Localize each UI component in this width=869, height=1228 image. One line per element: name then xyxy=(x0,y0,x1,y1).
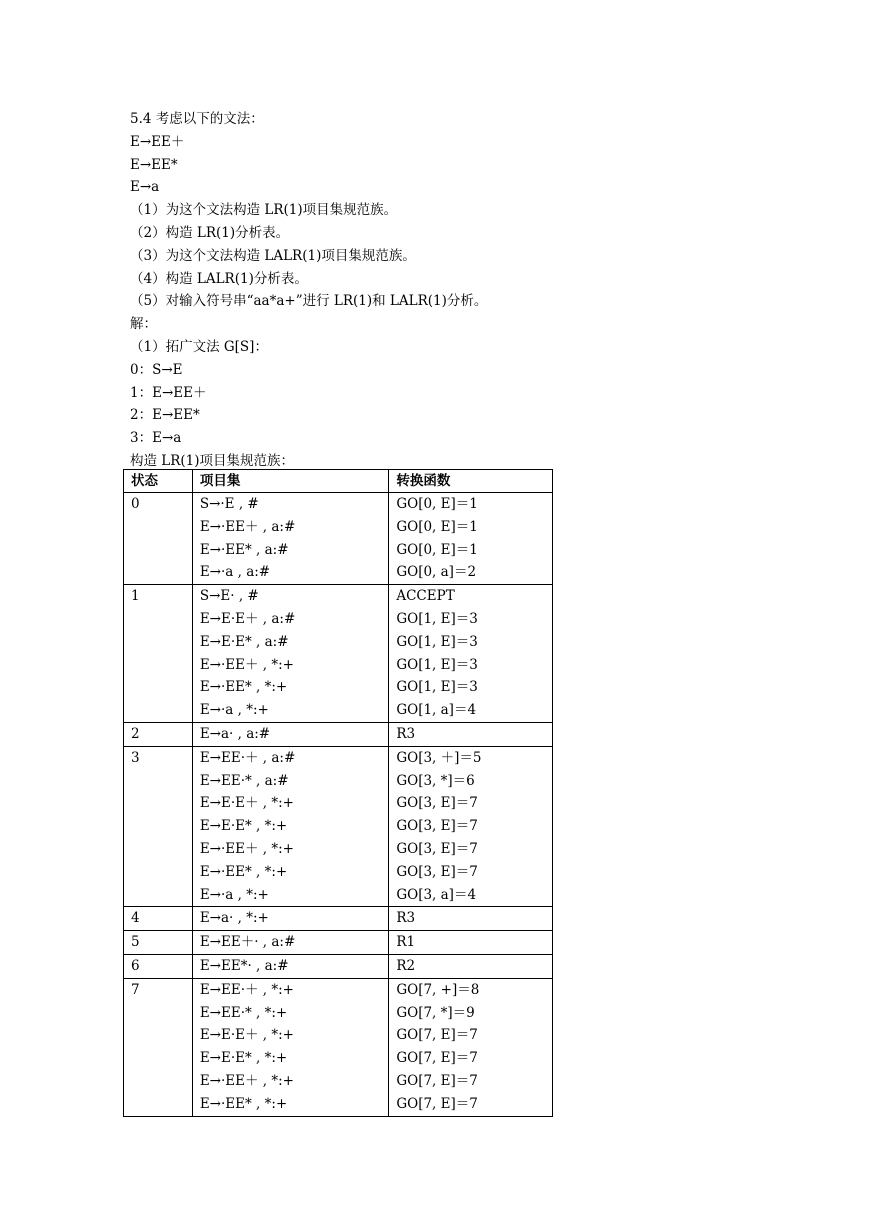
item-set-cell xyxy=(192,931,389,955)
solution-step: （1）拓广文法 G[S]： xyxy=(130,338,268,355)
lr1-item-set-table xyxy=(123,469,553,1117)
lr1-item: E→EE·* , *:+ xyxy=(199,1004,288,1021)
lr1-item: E→E·E* , *:+ xyxy=(199,1050,288,1067)
grammar-rule: E→EE＋ xyxy=(130,133,185,150)
augmented-rule: 0：S→E xyxy=(130,361,183,378)
goto-entry: GO[7, *]＝9 xyxy=(396,1004,475,1021)
goto-entry: GO[0, E]＝1 xyxy=(396,541,478,558)
augmented-rule: 3：E→a xyxy=(130,430,182,447)
table-row xyxy=(124,931,553,955)
lr1-item: E→a· , a:# xyxy=(199,725,271,742)
table-body xyxy=(124,493,553,1117)
goto-cell xyxy=(389,978,553,1116)
table-row xyxy=(124,978,553,1116)
item-set-cell xyxy=(192,722,389,746)
goto-entry: GO[7, E]＝7 xyxy=(396,1050,478,1067)
table-caption: 构造 LR(1)项目集规范族： xyxy=(130,452,295,469)
augmented-rule: 1：E→EE＋ xyxy=(130,384,207,401)
header-item-set: 项目集 xyxy=(192,470,389,493)
lr1-item: E→·EE* , *:+ xyxy=(199,1095,288,1112)
lr1-item: E→·EE＋ , *:+ xyxy=(199,840,294,857)
state-cell xyxy=(124,954,193,978)
lr1-item: S→E· , # xyxy=(199,588,259,605)
state-cell xyxy=(124,722,193,746)
state-cell xyxy=(124,585,193,723)
table-row xyxy=(124,493,553,585)
item-set-cell xyxy=(192,954,389,978)
state-number: 2 xyxy=(131,725,140,742)
state-cell xyxy=(124,931,193,955)
task-item: （3）为这个文法构造 LALR(1)项目集规范族。 xyxy=(130,247,416,264)
lr1-item: E→E·E＋ , a:# xyxy=(199,610,296,627)
goto-entry: R1 xyxy=(396,934,416,951)
goto-cell xyxy=(389,722,553,746)
item-set-cell xyxy=(192,907,389,931)
item-set-cell xyxy=(192,493,389,585)
lr1-item: E→a· , *:+ xyxy=(199,910,269,927)
goto-entry: GO[7, E]＝7 xyxy=(396,1072,478,1089)
grammar-rule: E→a xyxy=(130,179,160,196)
lr1-item: E→·a , *:+ xyxy=(199,886,269,903)
goto-entry: GO[3, ＋]＝5 xyxy=(396,749,482,766)
state-cell xyxy=(124,493,193,585)
goto-entry: GO[0, a]＝2 xyxy=(396,564,477,581)
goto-cell xyxy=(389,746,553,907)
goto-entry: GO[1, E]＝3 xyxy=(396,656,478,673)
state-number: 4 xyxy=(131,910,140,927)
lr1-item: S→·E , # xyxy=(199,496,259,512)
goto-cell xyxy=(389,907,553,931)
goto-cell xyxy=(389,931,553,955)
lr1-item: E→·EE＋ , *:+ xyxy=(199,1072,294,1089)
state-number: 0 xyxy=(131,496,140,512)
lr1-item: E→·a , a:# xyxy=(199,564,271,581)
goto-entry: R3 xyxy=(396,725,416,742)
goto-entry: GO[3, E]＝7 xyxy=(396,795,478,812)
task-item: （4）构造 LALR(1)分析表。 xyxy=(130,270,308,287)
task-item: （2）构造 LR(1)分析表。 xyxy=(130,224,290,241)
goto-entry: GO[3, E]＝7 xyxy=(396,818,478,835)
goto-entry: GO[3, *]＝6 xyxy=(396,772,475,789)
table-row xyxy=(124,954,553,978)
solution-heading: 解： xyxy=(130,316,157,333)
lr1-item: E→E·E＋ , *:+ xyxy=(199,795,294,812)
lr1-item: E→·EE* , a:# xyxy=(199,541,289,558)
lr1-item: E→EE*· , a:# xyxy=(199,957,289,974)
goto-cell xyxy=(389,954,553,978)
lr1-item: E→EE＋· , a:# xyxy=(199,934,296,951)
lr1-item: E→E·E＋ , *:+ xyxy=(199,1027,294,1044)
goto-entry: GO[1, E]＝3 xyxy=(396,610,478,627)
state-cell xyxy=(124,978,193,1116)
goto-entry: GO[3, E]＝7 xyxy=(396,840,478,857)
item-set-cell xyxy=(192,585,389,723)
table-row xyxy=(124,746,553,907)
goto-entry: GO[1, E]＝3 xyxy=(396,679,478,696)
table-row xyxy=(124,907,553,931)
header-state: 状态 xyxy=(124,470,193,493)
state-cell xyxy=(124,746,193,907)
table-row xyxy=(124,585,553,723)
state-number: 6 xyxy=(131,957,140,974)
table-header-row xyxy=(124,470,553,493)
goto-cell xyxy=(389,585,553,723)
state-number: 7 xyxy=(131,981,140,998)
state-number: 3 xyxy=(131,749,140,766)
grammar-rule: E→EE* xyxy=(130,156,178,173)
goto-entry: GO[0, E]＝1 xyxy=(396,496,478,512)
goto-entry: GO[1, a]＝4 xyxy=(396,702,477,719)
goto-cell xyxy=(389,493,553,585)
problem-title: 5.4 考虑以下的文法： xyxy=(130,111,264,127)
state-number: 1 xyxy=(131,588,140,605)
state-number: 5 xyxy=(131,934,140,951)
task-item: （1）为这个文法构造 LR(1)项目集规范族。 xyxy=(130,202,398,219)
lr1-item: E→E·E* , *:+ xyxy=(199,818,288,835)
goto-entry: R2 xyxy=(396,957,416,974)
lr1-item: E→·EE* , *:+ xyxy=(199,679,288,696)
table-row xyxy=(124,722,553,746)
goto-entry: GO[3, E]＝7 xyxy=(396,863,478,880)
goto-entry: R3 xyxy=(396,910,416,927)
goto-entry: GO[0, E]＝1 xyxy=(396,518,478,535)
augmented-rule: 2：E→EE* xyxy=(130,407,200,424)
document-text xyxy=(130,108,487,473)
lr1-item: E→E·E* , a:# xyxy=(199,633,289,650)
goto-entry: GO[7, E]＝7 xyxy=(396,1027,478,1044)
lr1-item: E→·EE＋ , *:+ xyxy=(199,656,294,673)
item-set-cell xyxy=(192,978,389,1116)
lr1-item: E→EE·＋ , a:# xyxy=(199,749,296,766)
goto-entry: GO[7, +]＝8 xyxy=(396,981,480,998)
goto-entry: GO[7, E]＝7 xyxy=(396,1095,478,1112)
task-item: （5）对输入符号串“aa*a+”进行 LR(1)和 LALR(1)分析。 xyxy=(130,293,488,310)
lr1-item: E→·EE＋ , a:# xyxy=(199,518,296,535)
goto-entry: GO[1, E]＝3 xyxy=(396,633,478,650)
lr1-item: E→·EE* , *:+ xyxy=(199,863,288,880)
item-set-cell xyxy=(192,746,389,907)
lr1-item: E→·a , *:+ xyxy=(199,702,269,719)
lr1-item: E→EE·* , a:# xyxy=(199,772,289,789)
header-goto: 转换函数 xyxy=(389,470,553,493)
state-cell xyxy=(124,907,193,931)
goto-entry: GO[3, a]＝4 xyxy=(396,886,477,903)
goto-entry: ACCEPT xyxy=(396,588,455,605)
lr1-item: E→EE·＋ , *:+ xyxy=(199,981,294,998)
